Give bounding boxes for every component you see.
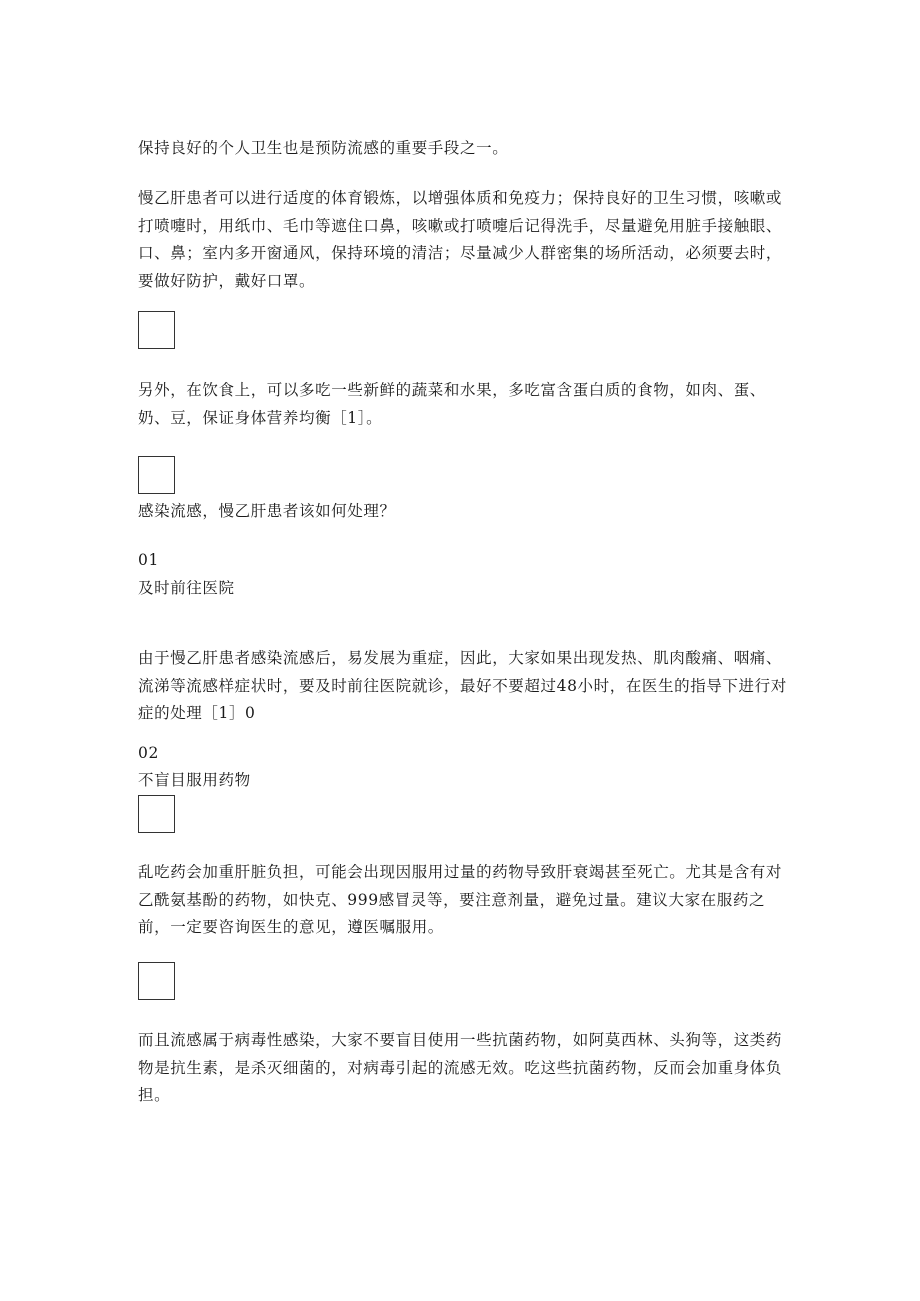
image-placeholder-2 xyxy=(138,456,175,494)
paragraph-antibiotics: 而且流感属于病毒性感染，大家不要盲目使用一些抗菌药物，如阿莫西林、头狗等，这类药物是抗生素，是杀灭细菌的，对病毒引起的流感无效。吃这些抗菌药物，反而会加重身体负担。 xyxy=(138,1031,783,1104)
paragraph-diet: 另外，在饮食上，可以多吃一些新鲜的蔬菜和水果，多吃富含蛋白质的食物，如肉、蛋、奶、豆，保证身体营养均衡［1］。 xyxy=(138,381,766,427)
paragraph-hospital: 由于慢乙肝患者感染流感后，易发展为重症，因此，大家如果出现发热、肌肉酸痛、咽痛、流涕等流感样症状时，要及时前往医院就诊，最好不要超过48小时，在医生的指导下进行对症的处理［1］0 xyxy=(138,649,787,722)
section-title-hospital: 及时前往医院 xyxy=(138,579,235,597)
image-placeholder-4 xyxy=(138,962,175,1000)
paragraph-hygiene-details: 慢乙肝患者可以进行适度的体育锻炼，以增强体质和免疫力；保持良好的卫生习惯，咳嗽或打喷嚏时，用纸巾、毛巾等遮住口鼻，咳嗽或打喷嚏后记得洗手，尽量避免用脏手接触眼、口、鼻；室内多开窗通风，保持环境的清洁；尽量减少人群密集的场所活动，必须要去时，要做好防护，戴好口罩。 xyxy=(138,189,783,290)
paragraph-medication: 乱吃药会加重肝脏负担，可能会出现因服用过量的药物导致肝衰竭甚至死亡。尤其是含有对乙酰氨基酚的药物，如快克、999感冒灵等，要注意剂量，避免过量。建议大家在服药之前，一定要咨询医生的意见，遵医嘱服用。 xyxy=(138,863,783,936)
section-question-heading: 感染流感，慢乙肝患者该如何处理？ xyxy=(138,502,396,520)
paragraph-hygiene-intro: 保持良好的个人卫生也是预防流感的重要手段之一。 xyxy=(138,139,509,157)
image-placeholder-3 xyxy=(138,795,175,833)
section-number-01: 01 xyxy=(138,551,159,569)
section-title-medication: 不盲目服用药物 xyxy=(138,771,251,789)
image-placeholder-1 xyxy=(138,311,175,349)
section-number-02: 02 xyxy=(138,744,159,762)
